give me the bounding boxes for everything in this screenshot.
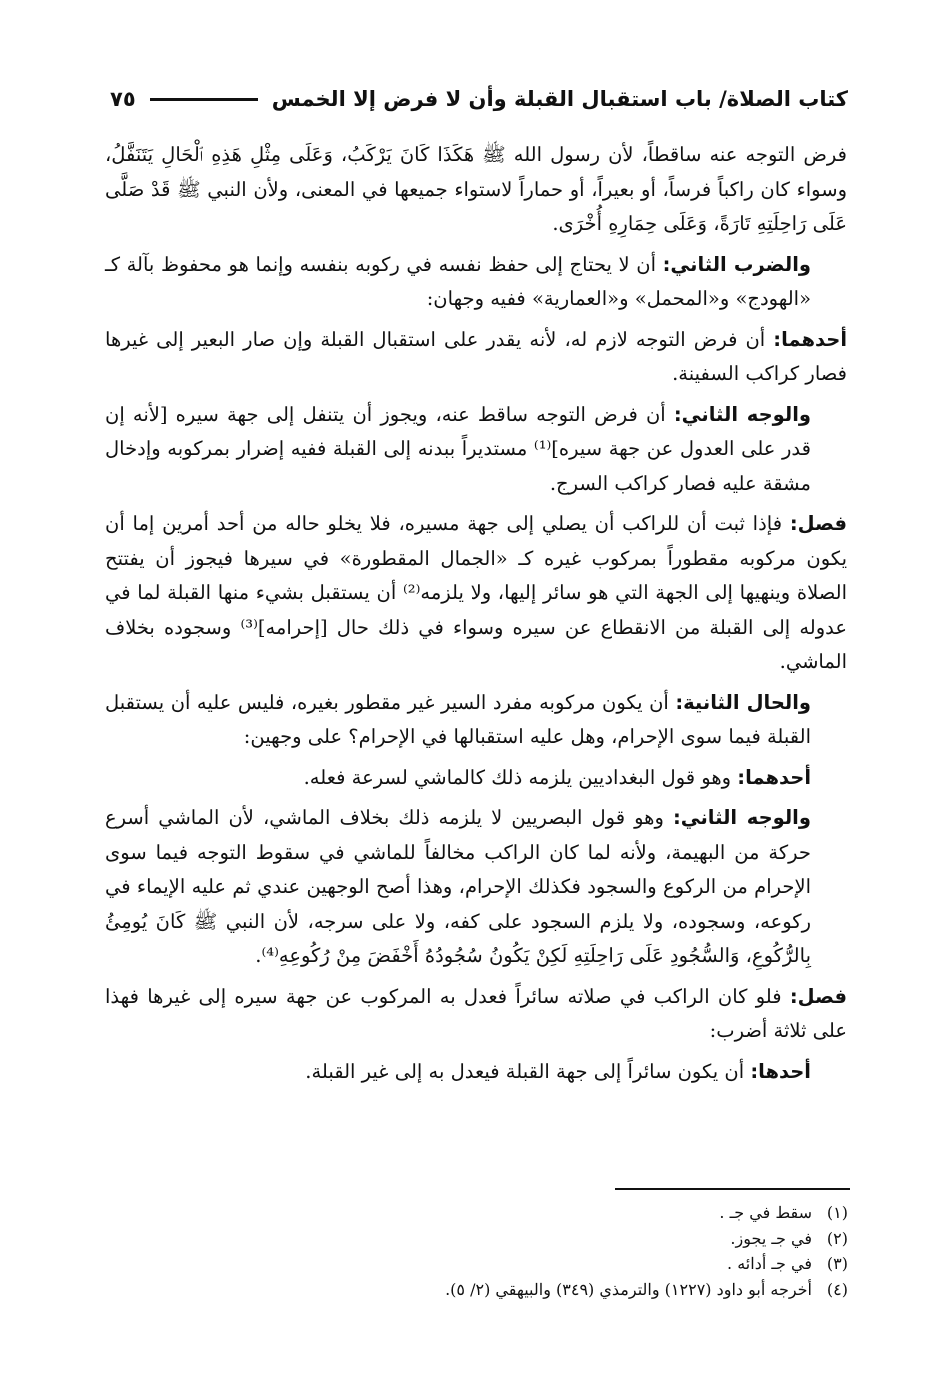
footnote-item: [228, 1200, 848, 1226]
footnote-number: (٣): [826, 1254, 848, 1273]
paragraph: [105, 323, 847, 392]
paragraph-lead: أحدها:: [750, 1059, 811, 1083]
paragraph: [105, 801, 847, 974]
header-rule: [150, 98, 258, 101]
paragraph-text: أن يكون مركوبه مفرد السير غير مقطور بغيره، فليس عليه أن يستقبل القبلة فيما سوى الإحرام، وهل عليه استقبالها في الإحرام؟ على وجهين:: [105, 690, 811, 748]
footnote-item: [228, 1251, 848, 1277]
paragraph-lead: أحدهما:: [737, 765, 811, 789]
footnote-number: (١): [826, 1203, 848, 1222]
footnote-rule: [615, 1188, 850, 1190]
paragraph: [105, 686, 847, 755]
footnote-item: [228, 1277, 848, 1303]
paragraph-lead: أحدهما:: [773, 327, 847, 351]
footnote-text: في جـ أدائه .: [727, 1254, 812, 1273]
running-title: كتاب الصلاة/ باب استقبال القبلة وأن لا فرض إلا الخمس: [271, 87, 848, 111]
footnote-number: (٤): [826, 1279, 848, 1299]
paragraph: [105, 1055, 847, 1090]
paragraph: [105, 138, 847, 242]
paragraph-lead: والحال الثانية:: [675, 690, 812, 714]
paragraph-text: أن لا يحتاج إلى حفظ نفسه في ركوبه بنفسه وإنما هو محفوظ بآلة كـ «الهودج» و«المحمل» و«العمارية» ففيه وجهان:: [105, 252, 811, 310]
running-header: [110, 82, 848, 116]
paragraph-text: فإذا ثبت أن للراكب أن يصلي إلى جهة مسيره، فلا يخلو حاله من أحد أمرين إما أن يكون مركوبه مقطوراً بمركوب غيره كـ «الجمال المقطورة» في سيرها فيجوز أن يفتتح الصلاة وينهيها إلى الجهة التي هو سائر إليها، ولا يلزمه⁽²⁾ أن يستقبل بشيء منها القبلة لما في عدوله إلى القبلة من الانقطاع عن سيره وسواء في ذلك حال [إحرامه]⁽³⁾ وسجوده بخلاف الماشي.: [105, 512, 847, 673]
footnote-item: [228, 1226, 848, 1252]
paragraph-text: وهو قول البغداديين يلزمه ذلك كالماشي لسرعة فعله.: [303, 765, 738, 789]
paragraph-lead: والوجه الثاني:: [672, 806, 811, 829]
paragraph-lead: والوجه الثاني:: [673, 402, 811, 426]
paragraph: [105, 398, 847, 502]
page-number: ٧٥: [110, 87, 136, 111]
paragraph-lead: فصل:: [789, 984, 847, 1008]
paragraph-text: أن فرض التوجه ساقط عنه، ويجوز أن يتنفل إلى جهة سيره [لأنه إن قدر على العدول عن جهة سيره]⁽¹⁾ مستديراً ببدنه إلى القبلة ففيه إضرار بمركوبه وإدخال مشقة عليه فصار كراكب السرج.: [105, 402, 811, 495]
footnotes: [228, 1200, 848, 1302]
paragraph: [105, 248, 847, 317]
paragraph-text: أن فرض التوجه لازم له، لأنه يقدر على استقبال القبلة وإن صار البعير إلى غيرها فصار كراكب السفينة.: [105, 327, 847, 385]
footnote-text: في جـ يجوز.: [730, 1228, 812, 1248]
paragraph-lead: والضرب الثاني:: [662, 252, 811, 276]
paragraph-text: فلو كان الراكب في صلاته سائراً فعدل به المركوب عن جهة سيره إلى غيرها فهذا على ثلاثة أضرب:: [105, 984, 847, 1042]
paragraph-text: فرض التوجه عنه ساقطاً، لأن رسول الله ﷺ هَكَذَا كَانَ يَرْكَبُ، وَعَلَى مِثْلِ هَذِهِ ٱلْحَالِ يَتَنَفَّلُ، وسواء كان راكباً فرساً، أو بعيراً، أو حماراً لاستواء جميعها في المعنى، ولأن النبي ﷺ قَدْ صَلَّى عَلَى رَاحِلَتِهِ تَارَةً، وَعَلَى حِمَارِهِ أُخْرَى.: [105, 143, 847, 235]
paragraph: [105, 507, 847, 680]
footnote-text: سقط في جـ .: [719, 1203, 812, 1222]
main-text: [105, 138, 847, 1095]
paragraph: [105, 980, 847, 1049]
paragraph: [105, 761, 847, 796]
paragraph-text: أن يكون سائراً إلى جهة القبلة فيعدل به إلى غير القبلة.: [305, 1059, 751, 1083]
paragraph-lead: فصل:: [789, 512, 847, 535]
footnote-text: أخرجه أبو داود (١٢٢٧) والترمذي (٣٤٩) والبيهقي (٢/ ٥).: [445, 1279, 812, 1299]
footnote-number: (٢): [826, 1228, 848, 1248]
paragraph-text: وهو قول البصريين لا يلزمه ذلك بخلاف الماشي، لأن الماشي أسرع حركة من البهيمة، ولأنه لما كان الراكب مخالفاً للماشي في سقوط التوجه فيما سوى الإحرام من الركوع والسجود فكذلك الإحرام، وهذا أصح الوجهين عندي ثم عليه الإيماء في ركوعه، وسجوده، ولا يلزم السجود على كفه، ولا على سرجه، لأن النبي ﷺ كَانَ يُومِئُ بِالرُّكُوعِ، وَالسُّجُودِ عَلَى رَاحِلَتِهِ لَكِنْ يَكُونُ سُجُودُهُ أَخْفَضَ مِنْ رُكُوعِهِ⁽⁴⁾.: [105, 806, 811, 967]
